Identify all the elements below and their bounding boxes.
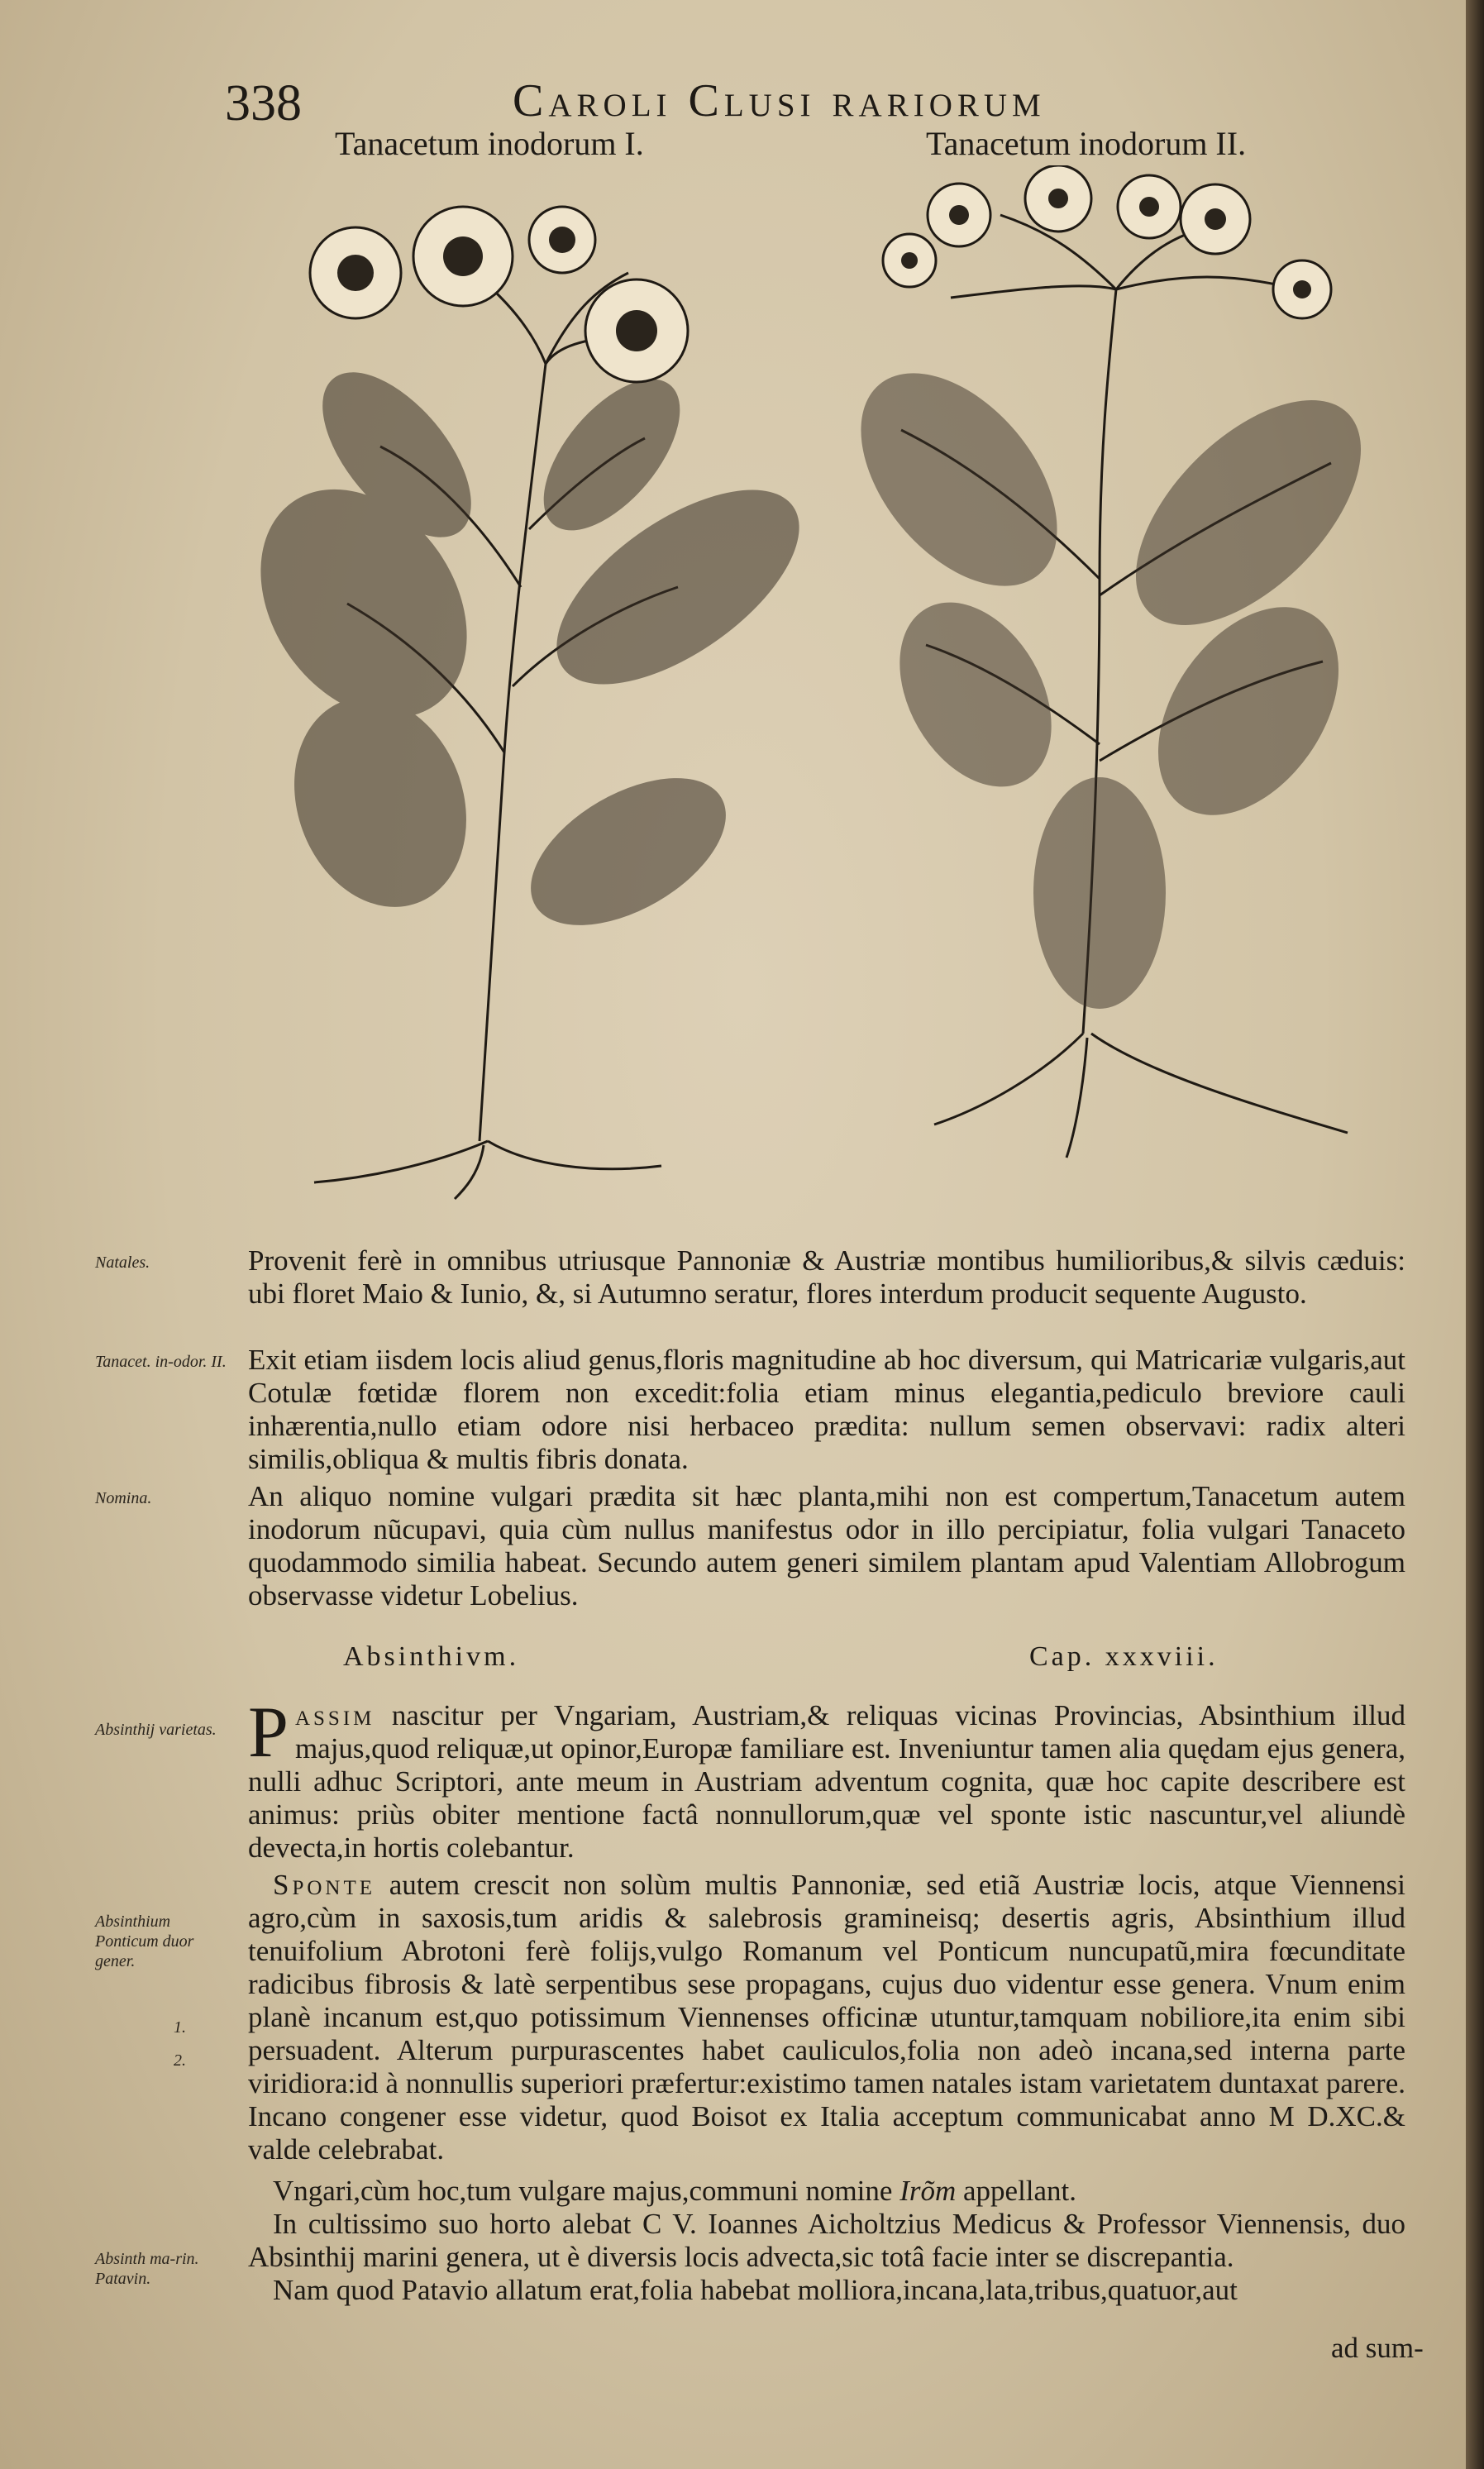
paragraph-nam-quod: Nam quod Patavio allatum erat,folia habebat molliora,incana,lata,tribus,quatuor,aut: [273, 2274, 1238, 2306]
page-edge: [1466, 0, 1484, 2469]
running-title: Caroli Clusi rariorum: [513, 75, 1046, 127]
catchword: ad sum-: [1331, 2332, 1424, 2364]
vngari-name: Irõm: [899, 2175, 957, 2207]
drop-cap: P: [248, 1693, 289, 1773]
chapter-number: Cap. xxxviii.: [1029, 1641, 1219, 1672]
margin-note-absinthii-varietas: Absinthij varietas.: [95, 1721, 217, 1739]
woodcut-tanacetum-2: [835, 165, 1414, 1174]
paragraph-exit: Exit etiam iisdem locis aliud genus,floris magnitudine ab hoc diversum, qui Matricariæ vulgaris,aut Cotulæ fœtidæ florem non excedit:folia etiam minus elegantia,pediculo breviore cauli inhærentia,nullo etiam odore nisi herbaceo prædita: nullum semen observavi: radix alteri similis,obliqua & multis fibris donata.: [248, 1344, 1405, 1475]
margin-note-nomina: Nomina.: [95, 1489, 152, 1507]
paragraph-sponte: [248, 1869, 1405, 2166]
vngari-end: appellant.: [963, 2175, 1077, 2207]
sponte-text: autem crescit non solùm multis Pannoniæ, sed etiã Austriæ locis, atque Viennensi agro,cùm in saxosis,tum aridis & salebrosis gramineisq; desertis agris, Absinthium illud tenuifolium Abrotoni ferè folijs,vulgo Romanum vel Ponticum nuncupatũ,mira fœcunditate radicibus fibrosis & latè serpentibus sese propagans, cujus duo videntur esse genera. Vnum enim planè incanum est,quo potissimum Viennenses officinæ utuntur,tamquam nobiliore,ita enim sibi persuadent. Alterum purpurascentes habet cauliculos,folia non adeò incana,sed interna parte viridiora:id à nonnullis superiori præfertur:existimo tamen natales istam varietatem duntaxat parere. Incano congener esse videtur, quod Boisot ex Italia acceptum communicabat anno M D.XC.& valde celebrabat.: [248, 1869, 1405, 2166]
margin-note-number-2: 2.: [174, 2051, 186, 2070]
paragraph-in-cultissimo: In cultissimo suo horto alebat C V. Ioannes Aicholtzius Medicus & Professor Viennensis, duo Absinthij marini genera, ut è diversis locis advecta,sic totâ facie inter se discrepantia.: [248, 2208, 1405, 2273]
vngari-text: Vngari,cùm hoc,tum vulgare majus,communi nomine: [273, 2175, 893, 2207]
margin-note-natales: Natales.: [95, 1254, 150, 1272]
woodcut-tanacetum-1: [215, 174, 827, 1207]
page-number: 338: [225, 75, 302, 131]
paragraph-an-aliquo: An aliquo nomine vulgari prædita sit hæc planta,mihi non est compertum,Tanacetum autem inodorum nũcupavi, quia cùm nullus manifestus odor in illo percipiatur, folia vulgari Tanaceto quodammodo similia habeat. Secundo autem generi similem plantam apud Valentiam Allobrogum observasse videtur Lobelius.: [248, 1480, 1405, 1612]
paragraph-vngari: [248, 2175, 1405, 2208]
first-word-passim: assim: [294, 1699, 375, 1731]
first-word-sponte: Sponte: [273, 1869, 376, 1901]
paragraph-passim: [248, 1693, 1406, 1865]
section-title: Absinthivm.: [343, 1641, 520, 1672]
paragraph-provenit: Provenit ferè in omnibus utriusque Pannoniæ & Austriæ montibus humilioribus,& silvis cæduis: ubi floret Maio & Iunio, &, si Autumno seratur, flores interdum producit sequente Augusto.: [248, 1244, 1405, 1310]
margin-note-absinth-marini: Absinth ma-rin. Patavin.: [95, 2250, 199, 2288]
figure-caption-2: Tanacetum inodorum II.: [926, 125, 1247, 162]
margin-note-absinthium-ponticum: Absinthium Ponticum duor gener.: [95, 1913, 194, 1970]
passim-text: nascitur per Vngariam, Austriam,& reliquas vicinas Provincias, Absinthium illud majus,quod reliquæ,ut opinor,Europæ familiare est. Inveniuntur tamen alia quędam ejus genera, nulli adhuc Scriptori, ante meum in Austriam adventum cognita, quæ hoc capite describere est animus: priùs obiter mentione factâ nonnullorum,quæ vel sponte istic nascuntur,vel aliundè devecta,in hortis colebantur.: [248, 1699, 1406, 1864]
margin-note-number-1: 1.: [174, 2018, 186, 2037]
figure-caption-1: Tanacetum inodorum I.: [335, 125, 644, 162]
margin-note-tanacetum: Tanacet. in-odor. II.: [95, 1353, 227, 1371]
